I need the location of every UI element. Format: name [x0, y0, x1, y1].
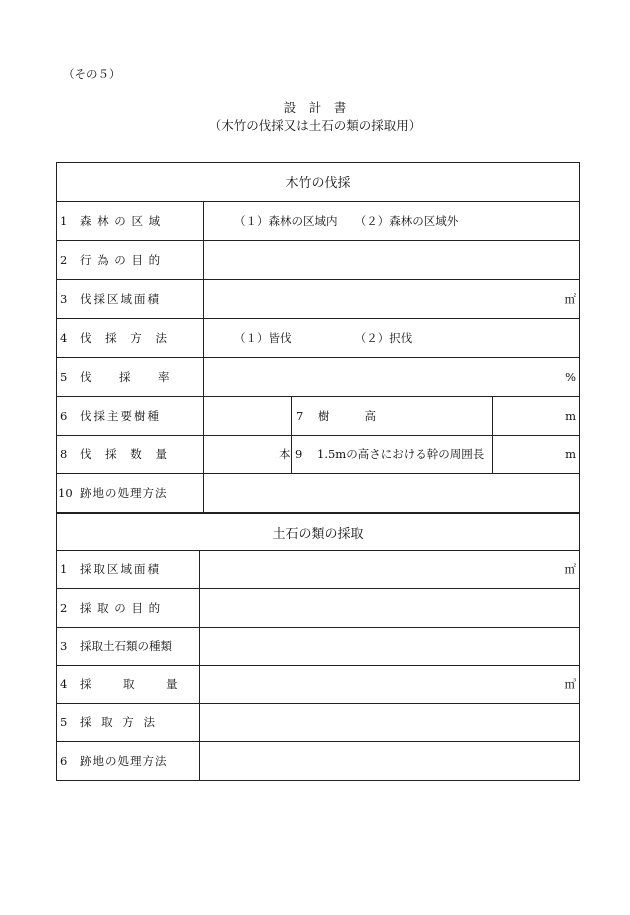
row-number: 2 — [60, 600, 68, 615]
document-title: 設 計 書 — [283, 100, 347, 115]
row-label-cutting-rate: 伐 採 率 — [80, 369, 178, 384]
unit-meter: m — [565, 408, 576, 423]
row-label-cutting-method: 伐 採 方 法 — [80, 330, 172, 345]
section-title-timber: 木竹の伐採 — [285, 176, 351, 191]
unit-cubic-meter: ㎥ — [564, 677, 576, 691]
table-bottom-border — [56, 780, 580, 781]
row-number: 10 — [58, 485, 73, 500]
table-left-border — [56, 162, 57, 781]
row-number: 5 — [60, 369, 68, 384]
row-number: 2 — [60, 252, 68, 267]
row-label-cutting-quantity: 伐 採 数 量 — [80, 447, 172, 461]
unit-trees: 本 — [279, 447, 291, 461]
main-species-field[interactable] — [204, 396, 290, 435]
extraction-volume-field[interactable] — [200, 665, 578, 703]
row-number: 6 — [60, 408, 68, 423]
row-number: 9 — [295, 447, 303, 461]
extraction-purpose-field[interactable] — [200, 588, 578, 627]
row-label-extraction-purpose: 採 取 の 目 的 — [80, 600, 162, 615]
row-label-tree-height: 樹 高 — [318, 408, 380, 423]
row-label-trunk-girth: 1.5mの高さにおける幹の周囲長 — [317, 447, 485, 461]
unit-meter: m — [565, 447, 576, 461]
row-number: 3 — [60, 291, 68, 306]
row-label-cutting-area: 伐採区域面積 — [80, 291, 161, 306]
table-right-border — [579, 162, 580, 781]
row-label-extraction-area: 採取区域面積 — [80, 562, 161, 576]
section-title-soil-stone: 土石の類の採取 — [272, 526, 364, 542]
extraction-method-field[interactable] — [200, 703, 578, 741]
cutting-quantity-field[interactable] — [204, 435, 280, 473]
cutting-method-options[interactable]: （１）皆伐 （２）択伐 — [234, 330, 413, 345]
row-number: 3 — [60, 639, 68, 653]
row-label-forest-area: 森 林 の 区 域 — [80, 213, 162, 228]
row-number: 1 — [60, 562, 68, 576]
unit-percent: % — [565, 369, 576, 384]
forest-area-options[interactable]: （１）森林の区域内 （２）森林の区域外 — [234, 213, 459, 228]
row-label-extraction-method: 採 取 方 法 — [80, 715, 158, 729]
cutting-area-field[interactable] — [204, 279, 578, 318]
purpose-field[interactable] — [204, 240, 578, 279]
form-number: （その５） — [63, 67, 121, 81]
row-number: 5 — [60, 715, 68, 729]
row-label-site-treatment: 跡地の処理方法 — [80, 485, 168, 500]
row-number: 4 — [60, 330, 68, 345]
row-label-site-treatment: 跡地の処理方法 — [80, 753, 168, 768]
row-number: 6 — [60, 753, 68, 768]
site-treatment-field[interactable] — [200, 741, 578, 780]
row-label-extraction-volume: 採 取 量 — [80, 677, 188, 691]
extraction-area-field[interactable] — [200, 550, 578, 588]
row-number: 4 — [60, 677, 68, 691]
cutting-rate-field[interactable] — [204, 357, 578, 396]
row-label-purpose: 行 為 の 目 的 — [80, 252, 162, 267]
row-number: 1 — [60, 213, 68, 228]
material-type-field[interactable] — [200, 627, 578, 665]
row-label-main-species: 伐採主要樹種 — [80, 408, 161, 423]
col-divider — [291, 396, 292, 474]
document-subtitle: （木竹の伐採又は土石の類の採取用） — [208, 118, 422, 133]
row-number: 7 — [296, 408, 304, 423]
row-number: 8 — [60, 447, 68, 461]
site-treatment-field[interactable] — [204, 473, 578, 512]
unit-square-meter: ㎡ — [564, 562, 576, 576]
unit-square-meter: ㎡ — [564, 291, 576, 306]
row-label-material-type: 採取土石類の種類 — [80, 639, 172, 653]
